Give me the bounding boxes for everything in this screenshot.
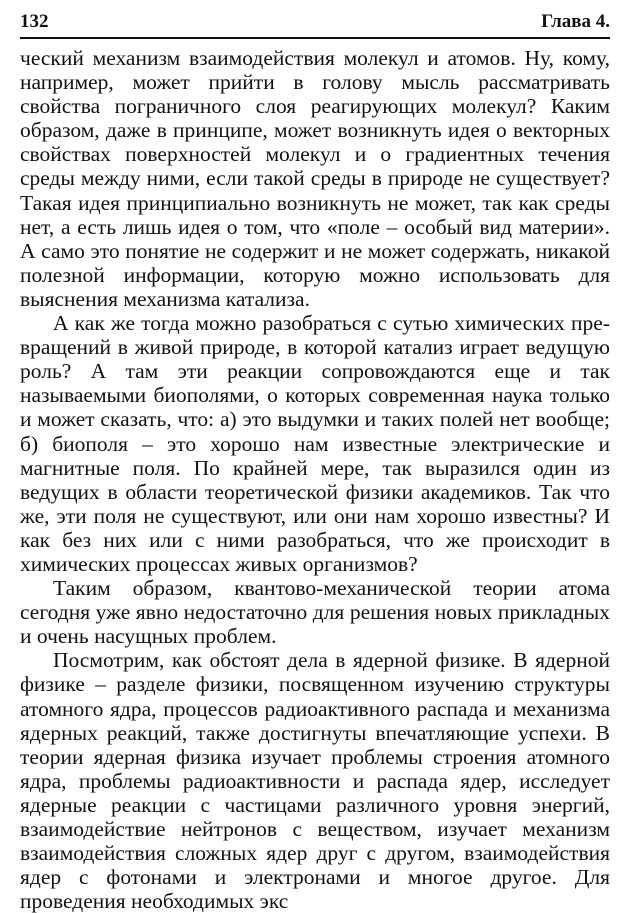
book-page [20,10,610,913]
chapter-title: Глава 4. [541,11,610,32]
page-body [20,46,610,913]
running-header [20,10,610,39]
page-number: 132 [20,11,49,32]
paragraph: Посмотрим, как обстоят дела в ядерной физике. В ядерной физике – разделе физики, посвященном изучению структуры атомного ядра, процессов радиоактивного распада и механизма ядерных реакций, также достигнуты впечатляющие успехи. В теории ядерная физика изучает проблемы строения атомного ядра, проблемы радиоактивности и распада ядер, исследует ядерные реакции с частицами различного уровня энергий, взаимодействие нейтронов с веществом, изучает механизм взаимодействия сложных ядер друг с другом, взаимодействия ядер с фотонами и электронами и многое другое. Для проведения необходимых экс [20,648,610,913]
paragraph: А как же тогда можно разобраться с сутью химических превращений в живой природе, в которой катализ играет ведущую роль? А там эти реакции сопровождаются еще и так называемыми биополями, о которых современная наука только и может сказать, что: а) это выдумки и таких полей нет вообще; б) биополя – это хорошо нам известные электрические и магнитные поля. По крайней мере, так выразился один из ведущих в области теоретической физики академиков. Так что же, эти поля не существуют, или они нам хорошо известны? И как без них или с ними разобраться, что же происходит в химических процессах живых организмов? [20,311,610,576]
paragraph-continuation: ческий механизм взаимодействия молекул и атомов. Ну, кому, например, может прийти в голову мысль рассматривать свойства пограничного слоя реагирующих молекул? Каким образом, даже в принципе, может возникнуть идея о векторных свойствах поверхностей молекул и о градиентных течения среды между ними, если такой среды в природе не существует? Такая идея принципиально возникнуть не может, так как среды нет, а есть лишь идея о том, что «поле – особый вид материи». А само это понятие не содержит и не может содержать, никакой полезной информации, которую можно использовать для выяснения механизма катализа. [20,46,610,311]
paragraph: Таким образом, квантово-механической теории атома сегодня уже явно недостаточно для решения новых прикладных и очень насущных проблем. [20,576,610,649]
